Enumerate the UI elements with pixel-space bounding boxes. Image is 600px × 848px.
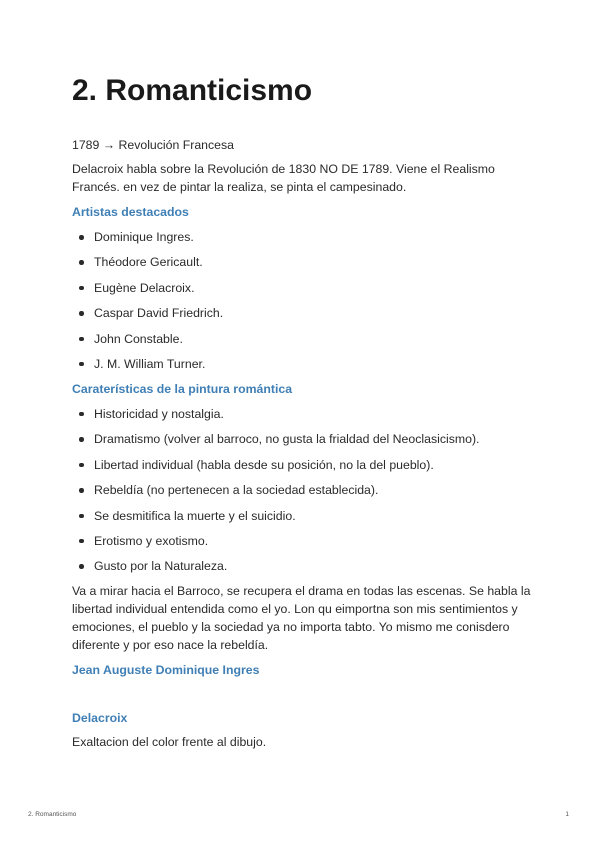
page-title: 2. Romanticismo — [72, 74, 313, 107]
list-item: Erotismo y exotismo. — [72, 532, 532, 550]
features-heading: Caraterísticas de la pintura romántica — [72, 381, 293, 396]
list-item: Eugène Delacroix. — [72, 279, 532, 297]
list-item: Libertad individual (habla desde su posición, no la del pueblo). — [72, 456, 532, 474]
features-list — [72, 405, 532, 575]
list-item: Théodore Gericault. — [72, 253, 532, 271]
list-item: Historicidad y nostalgia. — [72, 405, 532, 423]
list-item: John Constable. — [72, 330, 532, 348]
delacroix-paragraph: Exaltacion del color frente al dibujo. — [72, 735, 267, 750]
footer-title: 2. Romanticismo — [28, 811, 77, 818]
artists-heading: Artistas destacados — [72, 205, 189, 219]
summary-paragraph: Va a mirar hacia el Barroco, se recupera el drama en todas las escenas. Se habla la libertad individual entendida como el yo. Lon qu eimportna son mis sentimientos y emociones, el pueblo y la sociedad ya no importa tabto. Yo mismo me conisdero diferente y por eso nace la rebeldía. — [72, 584, 531, 653]
list-item: Caspar David Friedrich. — [72, 304, 532, 322]
list-item: Gusto por la Naturaleza. — [72, 557, 532, 575]
document-body — [72, 72, 532, 751]
list-item: Rebeldía (no pertenecen a la sociedad establecida). — [72, 481, 532, 499]
intro-line: 1789 → Revolución Francesa — [72, 138, 234, 152]
list-item: Se desmitifica la muerte y el suicidio. — [72, 507, 532, 525]
page-number: 1 — [565, 811, 569, 818]
ingres-heading: Jean Auguste Dominique Ingres — [72, 663, 260, 678]
list-item: Dramatismo (volver al barroco, no gusta la frialdad del Neoclasicismo). — [72, 430, 532, 448]
list-item: Dominique Ingres. — [72, 228, 532, 246]
artists-list — [72, 228, 532, 373]
delacroix-heading: Delacroix — [72, 711, 128, 726]
page-footer — [28, 811, 572, 818]
intro-paragraph: Delacroix habla sobre la Revolución de 1830 NO DE 1789. Viene el Realismo Francés. en vez de pintar la realiza, se pinta el campesinado. — [72, 162, 495, 194]
list-item: J. M. William Turner. — [72, 355, 532, 373]
